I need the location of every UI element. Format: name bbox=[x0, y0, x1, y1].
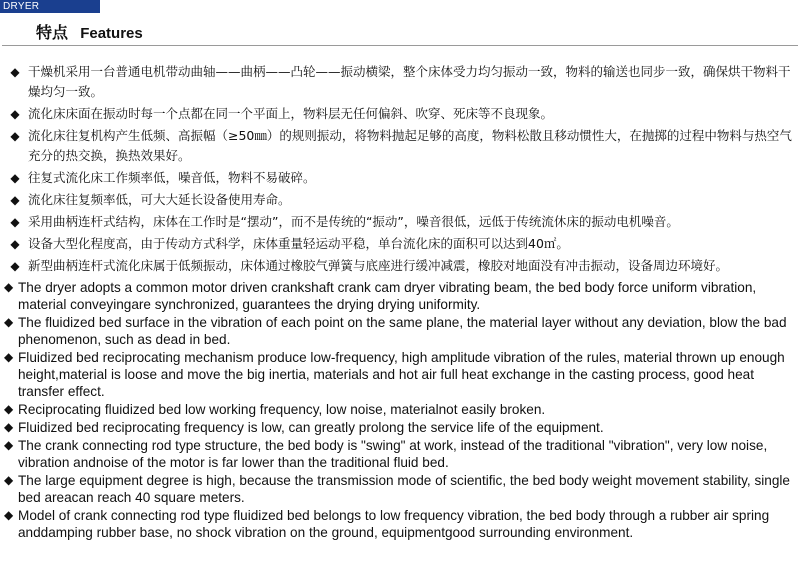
zh-feature-text: 流化床往复频率低，可大大延长设备使用寿命。 bbox=[28, 192, 291, 207]
en-feature-item bbox=[4, 419, 798, 436]
en-feature-text: Model of crank connecting rod type fluidized bed belongs to low frequency vibration, the bed body through a rubber air spring anddamping rubber base, no shock vibration on the ground, equipmentgood surrounding environment. bbox=[18, 508, 770, 540]
zh-feature-item bbox=[4, 62, 796, 102]
diamond-bullet-icon: ◆ bbox=[4, 402, 14, 416]
en-feature-item bbox=[4, 401, 798, 418]
en-feature-item bbox=[4, 437, 798, 471]
zh-feature-text: 往复式流化床工作频率低，噪音低，物料不易破碎。 bbox=[28, 170, 316, 185]
en-feature-item bbox=[4, 507, 798, 541]
en-feature-item bbox=[4, 349, 798, 400]
section-tab: DRYER bbox=[0, 0, 100, 13]
en-feature-text: Fluidized bed reciprocating frequency is low, can greatly prolong the service life of the equipment. bbox=[18, 420, 604, 435]
diamond-bullet-icon: ◆ bbox=[4, 315, 14, 329]
diamond-bullet-icon: ◆ bbox=[4, 508, 14, 522]
diamond-bullet-icon: ◆ bbox=[10, 65, 20, 79]
page-title bbox=[36, 20, 143, 43]
diamond-bullet-icon: ◆ bbox=[10, 259, 20, 273]
zh-feature-item bbox=[4, 212, 796, 232]
zh-feature-item bbox=[4, 104, 796, 124]
diamond-bullet-icon: ◆ bbox=[10, 215, 20, 229]
zh-feature-text: 流化床往复机构产生低频、高振幅（≥50㎜）的规则振动，将物料抛起足够的高度，物料松散且移动惯性大，在抛掷的过程中物料与热空气充分的热交换，换热效果好。 bbox=[28, 128, 792, 163]
diamond-bullet-icon: ◆ bbox=[10, 237, 20, 251]
en-feature-text: The dryer adopts a common motor driven crankshaft crank cam dryer vibrating beam, the bed body force uniform vibration, material conveyingare synchronized, guarantees the drying drying uniformity. bbox=[18, 280, 757, 312]
features-list-english bbox=[4, 279, 798, 542]
en-feature-item bbox=[4, 314, 798, 348]
diamond-bullet-icon: ◆ bbox=[10, 129, 20, 143]
zh-feature-text: 设备大型化程度高，由于传动方式科学，床体重量轻运动平稳，单台流化床的面积可以达到40㎡。 bbox=[28, 236, 569, 251]
zh-feature-item bbox=[4, 168, 796, 188]
title-chinese: 特点 bbox=[36, 25, 69, 42]
diamond-bullet-icon: ◆ bbox=[10, 171, 20, 185]
en-feature-text: The fluidized bed surface in the vibration of each point on the same plane, the material layer without any deviation, blow the bad phenomenon, such as dead in bed. bbox=[18, 315, 787, 347]
diamond-bullet-icon: ◆ bbox=[4, 350, 14, 364]
zh-feature-text: 采用曲柄连杆式结构，床体在工作时是“摆动”，而不是传统的“振动”，噪音很低，远低于传统流休床的振动电机噪音。 bbox=[28, 214, 679, 229]
diamond-bullet-icon: ◆ bbox=[4, 473, 14, 487]
en-feature-text: The large equipment degree is high, because the transmission mode of scientific, the bed body weight movement stability, single bed areacan reach 40 square meters. bbox=[18, 473, 790, 505]
zh-feature-item bbox=[4, 190, 796, 210]
zh-feature-item bbox=[4, 126, 796, 166]
features-list-chinese bbox=[4, 62, 796, 278]
title-english: Features bbox=[80, 25, 143, 42]
zh-feature-item bbox=[4, 256, 796, 276]
diamond-bullet-icon: ◆ bbox=[4, 438, 14, 452]
en-feature-text: Fluidized bed reciprocating mechanism produce low-frequency, high amplitude vibration of the rules, material thrown up enough height,material is loose and move the big inertia, materials and hot air full heat exchange in the casting process, good heat transfer effect. bbox=[18, 350, 785, 399]
en-feature-item bbox=[4, 279, 798, 313]
diamond-bullet-icon: ◆ bbox=[10, 107, 20, 121]
zh-feature-text: 流化床床面在振动时每一个点都在同一个平面上，物料层无任何偏斜、吹穿、死床等不良现象。 bbox=[28, 106, 554, 121]
zh-feature-text: 新型曲柄连杆式流化床属于低频振动，床体通过橡胶气弹簧与底座进行缓冲减震，橡胶对地面没有冲击振动，设备周边环境好。 bbox=[28, 258, 729, 273]
en-feature-item bbox=[4, 472, 798, 506]
diamond-bullet-icon: ◆ bbox=[4, 420, 14, 434]
en-feature-text: Reciprocating fluidized bed low working frequency, low noise, materialnot easily broken. bbox=[18, 402, 546, 417]
zh-feature-item bbox=[4, 234, 796, 254]
en-feature-text: The crank connecting rod type structure, the bed body is "swing" at work, instead of the traditional "vibration", very low noise, vibration andnoise of the motor is far lower than the traditional fluid bed. bbox=[18, 438, 768, 470]
zh-feature-text: 干燥机采用一台普通电机带动曲轴——曲柄——凸轮——振动横梁，整个床体受力均匀振动一致，物料的输送也同步一致，确保烘干物料干燥均匀一致。 bbox=[28, 64, 791, 99]
diamond-bullet-icon: ◆ bbox=[10, 193, 20, 207]
diamond-bullet-icon: ◆ bbox=[4, 280, 14, 294]
divider bbox=[2, 45, 798, 46]
